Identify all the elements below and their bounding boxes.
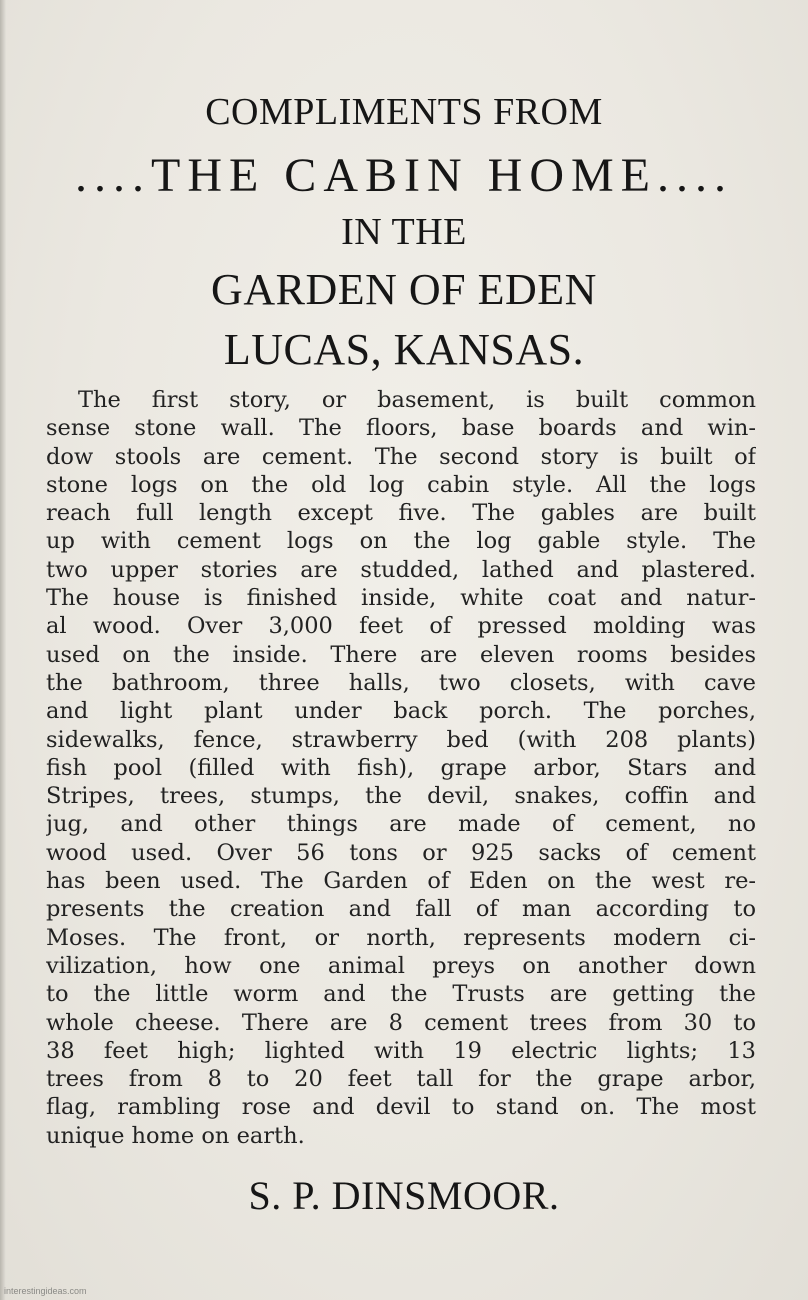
heading-location: LUCAS, KANSAS. [223,325,585,374]
text-line: wood used. Over 56 tons or 925 sacks of cement [46,839,756,866]
heading-in-the: IN THE [341,211,467,253]
text-line: The house is finished inside, white coat and natur- [46,585,756,612]
signature: S. P. DINSMOOR. [248,1173,560,1218]
text-line: al wood. Over 3,000 feet of pressed molding was [46,613,756,640]
text-line: jug, and other things are made of cement, no [46,811,756,838]
text-line: presents the creation and fall of man according to [46,896,756,923]
heading-compliments: COMPLIMENTS FROM [205,91,603,133]
text-line: Moses. The front, or north, represents modern ci- [46,924,756,951]
heading-garden-of-eden: GARDEN OF EDEN [211,265,597,314]
text-line: has been used. The Garden of Eden on the west re- [46,868,756,895]
text-line: unique home on earth. [46,1122,305,1149]
text-line: flag, rambling rose and devil to stand on. The most [46,1094,756,1121]
text-line: 38 feet high; lighted with 19 electric lights; 13 [46,1037,756,1064]
text-line: whole cheese. There are 8 cement trees from 30 to [46,1009,756,1036]
text-line: sidewalks, fence, strawberry bed (with 208 plants) [46,726,756,753]
text-line: stone logs on the old log cabin style. All the logs [46,471,756,498]
text-line: two upper stories are studded, lathed and plastered. [46,556,756,583]
text-line: used on the inside. There are eleven rooms besides [46,641,756,668]
watermark: interestingideas.com [4,1286,87,1296]
text-line: and light plant under back porch. The porches, [46,698,756,725]
text-line: The first story, or basement, is built common [78,387,756,413]
heading-cabin-home: ....THE CABIN HOME.... [75,149,733,202]
text-line: the bathroom, three halls, two closets, with cave [46,669,756,696]
description-paragraph [46,386,756,1150]
text-line: up with cement logs on the log gable style. The [46,528,756,555]
text-line: vilization, how one animal preys on another down [46,952,756,979]
text-line: to the little worm and the Trusts are getting the [46,981,756,1008]
text-line: reach full length except five. The gables are built [46,500,756,527]
text-line: trees from 8 to 20 feet tall for the grape arbor, [46,1066,756,1093]
text-line: Stripes, trees, stumps, the devil, snakes, coffin and [46,783,756,810]
text-line: fish pool (filled with fish), grape arbor, Stars and [46,754,756,781]
text-line: sense stone wall. The floors, base boards and win- [46,415,756,442]
text-line: dow stools are cement. The second story is built of [46,443,756,470]
